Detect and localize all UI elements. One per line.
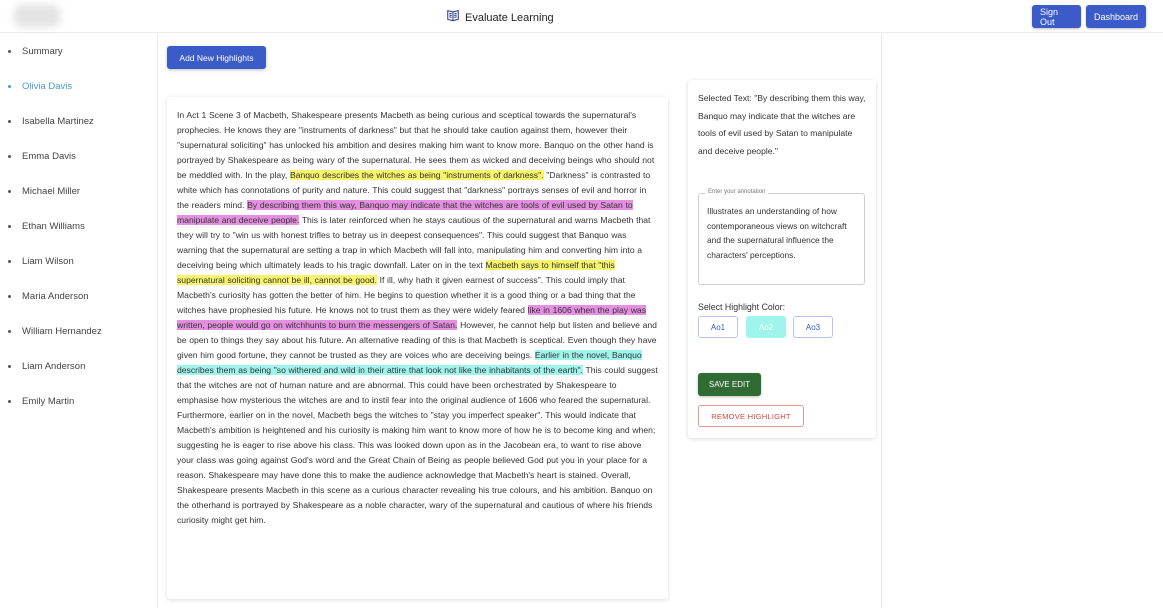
highlight-yellow[interactable]: Banquo describes the witches as being "instruments of darkness". bbox=[289, 170, 544, 180]
sidebar-item-maria-anderson[interactable] bbox=[8, 287, 89, 305]
add-new-highlights-button[interactable]: Add New Highlights bbox=[167, 46, 266, 69]
app-title: Evaluate Learning bbox=[465, 11, 554, 24]
top-bar bbox=[0, 0, 1163, 33]
bullet-icon bbox=[8, 400, 11, 403]
essay-segment: This is later reinforced when he stays cautious of the supernatural and warns Macbeth that they will try to "win us with honest trifles to betray us in deepest consequences". This could suggest that Banquo was warning that the supernatural are setting a trap in which Macbeth will fall into, manipulating him and converting him into a deceiving being which ultimately leads to his tragic downfall. Later on in the text bbox=[177, 215, 651, 270]
highlight-cyan[interactable]: Earlier in the novel, Banquo describes them as being "so withered and wild in their attire that look not like the inhabitants of the earth". bbox=[177, 350, 642, 375]
bullet-icon bbox=[8, 260, 11, 263]
sidebar-item-isabella-martinez[interactable] bbox=[8, 112, 94, 130]
sidebar-item-emily-martin[interactable] bbox=[8, 392, 74, 410]
sidebar-item-michael-miller[interactable] bbox=[8, 182, 80, 200]
bullet-icon bbox=[8, 330, 11, 333]
essay-segment: "Darkness" is contrasted to white which has connotations of purity and nature. This could suggest that "darkness" portrays senses of evil and horror in the readers mind. bbox=[177, 170, 651, 210]
bullet-icon bbox=[8, 225, 11, 228]
color-option-ao2[interactable]: Ao2 bbox=[746, 316, 786, 338]
highlight-pink[interactable]: By describing them this way, Banquo may indicate that the witches are tools of evil used by Satan to manipulate and deceive people. bbox=[177, 200, 633, 225]
bullet-icon bbox=[8, 50, 11, 53]
sidebar-item-liam-anderson[interactable] bbox=[8, 357, 85, 375]
sign-out-button[interactable]: Sign Out bbox=[1032, 5, 1081, 28]
bullet-icon bbox=[8, 120, 11, 123]
essay-segment: However, he cannot help but listen and believe and be open to things they say about his future. An alternative reading of this is that Macbeth is sceptical. Even though they have given him good fortune, they cannot be trusted as they are voices who are deceiving beings. bbox=[177, 320, 657, 360]
highlight-pink[interactable]: like in 1606 when the play was written, people would go on witchhunts to burn the messengers of Satan. bbox=[177, 305, 647, 330]
annotation-field[interactable] bbox=[698, 189, 865, 285]
sidebar-item-label: Olivia Davis bbox=[22, 80, 73, 92]
highlight-yellow[interactable]: Macbeth says to himself that "this supernatural soliciting cannot be ill, cannot be good. bbox=[177, 260, 615, 285]
sidebar-item-william-hernandez[interactable] bbox=[8, 322, 102, 340]
sidebar-item-label: William Hernandez bbox=[22, 325, 102, 337]
sidebar-item-label: Liam Anderson bbox=[22, 360, 86, 372]
sidebar-item-liam-wilson[interactable] bbox=[8, 252, 74, 270]
sidebar-item-ethan-williams[interactable] bbox=[8, 217, 85, 235]
sidebar-item-label: Emma Davis bbox=[22, 150, 76, 162]
bullet-icon bbox=[8, 365, 11, 368]
book-icon bbox=[446, 8, 460, 27]
essay-text[interactable] bbox=[177, 108, 658, 528]
essay-segment: In Act 1 Scene 3 of Macbeth, Shakespeare presents Macbeth as being curious and sceptical towards the supernatural's prophecies. He knows they are "instruments of darkness" but that he should take caution against them, however their "supernatural soliciting" has unlocked his ambition and desires making him want to know more. Banquo on the other hand is portrayed by Shakespeare as being wary of the supernatural. He sees them as wicked and deceiving beings who should not be meddled with. In the play, bbox=[177, 110, 655, 180]
color-option-ao3[interactable]: Ao3 bbox=[793, 316, 833, 338]
remove-highlight-button[interactable]: REMOVE HIGHLIGHT bbox=[698, 405, 804, 427]
selected-text: Selected Text: "By describing them this way, Banquo may indicate that the witches are tools of evil used by Satan to manipulate and deceive people." bbox=[698, 93, 866, 156]
annotation-panel bbox=[688, 80, 876, 438]
essay-segment: This could suggest that the witches are not of human nature and are abnormal. This could have been orchestrated by Shakespeare to emphasise how mysterious the witches are and to instil fear into the original audience of 1606 who feared the supernatural. Furthermore, earlier on in the novel, Macbeth begs the witches to "stay you imperfect speaker". This would indicate that Macbeth's ambition is heightened and his curiosity is making him want to know more of how he is to become king and when; suggesting he is eager to rise above his class. This was looked down upon as in the Jacobean era, to want to rise above your class was going against God's word and the Great Chain of Being as people believed God put you in your place for a reason. Shakespeare may have done this to make the audience acknowledge that Macbeth's heart is stained. Overall, Shakespeare presents Macbeth in this scene as a curious character revealing his true colours, and his ambition. Banquo on the otherhand is portrayed by Shakespeare as a noble character, wary of the supernatural and cautious of where his friends curiosity might get him. bbox=[177, 365, 658, 525]
sidebar-item-label: Liam Wilson bbox=[22, 255, 74, 267]
color-option-ao1[interactable]: Ao1 bbox=[698, 316, 738, 338]
annotation-field-label: Enter your annotation bbox=[705, 189, 768, 195]
bullet-icon bbox=[8, 295, 11, 298]
sidebar-item-label: Isabella Martinez bbox=[22, 115, 94, 127]
student-sidebar bbox=[0, 33, 158, 608]
dashboard-button[interactable]: Dashboard bbox=[1086, 5, 1146, 28]
sidebar-item-olivia-davis[interactable] bbox=[8, 77, 72, 95]
right-pane-divider bbox=[881, 33, 882, 608]
sidebar-item-label: Emily Martin bbox=[22, 395, 75, 407]
highlight-color-label: Select Highlight Color: bbox=[698, 302, 786, 312]
logo bbox=[14, 5, 60, 27]
essay-card bbox=[167, 97, 668, 599]
bullet-icon bbox=[8, 155, 11, 158]
save-edit-button[interactable]: SAVE EDIT bbox=[698, 373, 761, 396]
essay-segment: If ill, why hath it given earnest of success". This could imply that Macbeth's curiosity has gotten the better of him. He begins to question whether it is a good thing or a bad thing that the witches have prophesied his future. He knows not to trust them as they were widely feared bbox=[177, 275, 636, 315]
bullet-icon bbox=[8, 190, 11, 193]
bullet-icon bbox=[8, 85, 11, 88]
sidebar-item-label: Summary bbox=[22, 45, 63, 57]
sidebar-item-label: Michael Miller bbox=[22, 185, 81, 197]
sidebar-item-label: Ethan Williams bbox=[22, 220, 85, 232]
sidebar-item-summary[interactable] bbox=[8, 42, 63, 60]
sidebar-item-label: Maria Anderson bbox=[22, 290, 89, 302]
brand bbox=[446, 8, 554, 27]
sidebar-item-emma-davis[interactable] bbox=[8, 147, 76, 165]
annotation-input[interactable]: Illustrates an understanding of how contemporaneous views on witchcraft and the supernatural influence the characters' perceptions. bbox=[707, 206, 847, 260]
